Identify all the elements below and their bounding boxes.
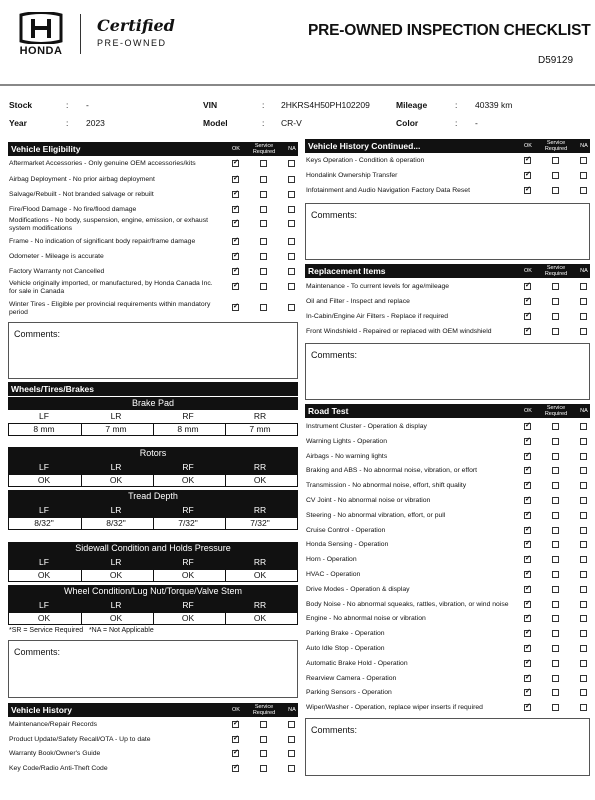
eligibility-item: Winter Tires - Eligible per provincial requirements within mandatory period [9,301,211,316]
road-test-title: Road Test [308,406,349,416]
na-checkbox[interactable] [288,191,295,198]
tread-depth-value-lf: 8/32" [34,518,54,528]
vehicle-history-title: Vehicle History [11,705,72,715]
brake-pad-pos-rr: RR [253,411,267,421]
ok-checkbox[interactable] [524,541,531,548]
sidewall-pos-lr: LR [110,557,122,567]
comments-label: Comments: [311,350,358,360]
sidewall-value-rf: OK [181,570,195,580]
col-sr-line1: Service [546,140,566,146]
road-test-item: Transmission - No abnormal noise, effort, shift quality [306,482,467,490]
road-test-item: Body Noise - No abnormal squeaks, rattles, vibration, or wind noise [306,600,509,608]
tread-depth-pos-lr: LR [110,505,122,515]
service-required-checkbox[interactable] [260,750,267,757]
ok-checkbox[interactable] [232,283,239,290]
eligibility-item: Odometer - Mileage is accurate [9,253,104,260]
col-na: NA [288,707,296,713]
service-required-checkbox[interactable] [552,660,559,667]
na-checkbox[interactable] [580,423,587,430]
road-test-item: Honda Sensing - Operation [306,541,389,549]
brake-pad-pos-rf: RF [182,411,194,421]
eligibility-item: Vehicle originally imported, or manufactured, by Honda Canada Inc. for sale in Canada [9,280,213,295]
col-sr-line1: Service [546,405,566,411]
ok-checkbox[interactable] [232,268,239,275]
na-checkbox[interactable] [288,268,295,275]
na-checkbox[interactable] [580,689,587,696]
road-test-item: Parking Sensors - Operation [306,689,392,697]
service-required-checkbox[interactable] [552,328,559,335]
col-service-required [250,704,278,716]
na-checkbox[interactable] [288,283,295,290]
road-test-item: Horn - Operation [306,556,357,564]
replacement-items-header [305,264,590,278]
tread-depth-pos-lf: LF [39,505,49,515]
service-required-checkbox[interactable] [260,206,267,213]
ok-checkbox[interactable] [524,645,531,652]
ok-checkbox[interactable] [524,689,531,696]
service-required-checkbox[interactable] [552,571,559,578]
ok-checkbox[interactable] [524,660,531,667]
service-required-checkbox[interactable] [552,645,559,652]
service-required-checkbox[interactable] [552,298,559,305]
comments-label: Comments: [14,647,61,657]
road-test-item: Braking and ABS - No abnormal noise, vibration, or effort [306,467,478,475]
ok-checkbox[interactable] [524,423,531,430]
vehicle-eligibility-header [8,142,298,156]
na-checkbox[interactable] [288,765,295,772]
col-sr-line2: Required [544,271,568,277]
ok-checkbox[interactable] [524,601,531,608]
sidewall-pos-lf: LF [39,557,49,567]
ok-checkbox[interactable] [524,512,531,519]
ok-checkbox[interactable] [524,328,531,335]
ok-checkbox[interactable] [232,176,239,183]
na-checkbox[interactable] [580,283,587,290]
road-test-item: Parking Brake - Operation [306,630,385,638]
eligibility-item: Frame - No indication of significant body repair/frame damage [9,238,196,245]
tread-depth-pos-rr: RR [253,505,267,515]
replacement-item: Front Windshield - Repaired or replaced with OEM windshield [306,328,492,335]
brake-pad-value-lr: 7 mm [105,424,127,434]
road-test-comments[interactable] [305,718,590,776]
col-na: NA [580,268,588,274]
service-required-checkbox[interactable] [260,304,267,311]
col-sr-line1: Service [254,143,274,149]
ok-checkbox[interactable] [524,586,531,593]
wheel-condition-value-rr: OK [253,613,267,623]
document-title: PRE-OWNED INSPECTION CHECKLIST [308,22,591,39]
service-required-checkbox[interactable] [552,482,559,489]
col-sr-line2: Required [252,149,276,155]
col-service-required [542,265,570,277]
history-cont-item: Keys Operation - Condition & operation [306,157,425,164]
road-test-item: Drive Modes - Operation & display [306,585,410,593]
header-divider [0,84,595,86]
wheel-condition-value-rf: OK [181,613,195,623]
na-checkbox[interactable] [580,645,587,652]
road-test-item: Steering - No abnormal vibration, effort, or pull [306,511,446,519]
ok-checkbox[interactable] [524,704,531,711]
rotors-value-rr: OK [253,475,267,485]
honda-h-icon [17,12,65,44]
brake-pad-value-rf: 8 mm [177,424,199,434]
ok-checkbox[interactable] [524,675,531,682]
wheel-condition-pos-rf: RF [182,600,194,610]
comments-label: Comments: [311,210,358,220]
replacement-item: In-Cabin/Engine Air Filters - Replace if required [306,313,449,320]
history-item: Product Update/Safety Recall/OTA - Up to date [9,736,151,743]
ok-checkbox[interactable] [232,721,239,728]
vehicle-color: - [475,118,478,128]
na-checkbox[interactable] [288,206,295,213]
eligibility-item: Modifications - No body, suspension, engine, emission, or exhaust system modifications [9,217,208,232]
eligibility-item: Salvage/Rebuilt - Not branded salvage or rebuilt [9,191,154,198]
document-id: D59129 [538,55,574,66]
na-checkbox[interactable] [580,313,587,320]
service-required-checkbox[interactable] [260,220,267,227]
ok-checkbox[interactable] [232,191,239,198]
history-comments[interactable] [305,203,590,260]
na-checkbox[interactable] [580,601,587,608]
vehicle-vin-label: VIN [203,100,218,110]
service-required-checkbox[interactable] [552,586,559,593]
service-required-checkbox[interactable] [552,512,559,519]
rotors-pos-rr: RR [253,462,267,472]
na-checkbox[interactable] [580,187,587,194]
road-test-item: Wiper/Washer - Operation, replace wiper inserts if required [306,704,483,712]
col-ok: OK [524,143,532,149]
vehicle-year: 2023 [86,118,105,128]
na-checkbox[interactable] [580,482,587,489]
ok-checkbox[interactable] [232,238,239,245]
service-required-checkbox[interactable] [552,423,559,430]
vehicle-stock-label: Stock [9,100,33,110]
rotors-value-lf: OK [37,475,51,485]
road-test-item: Auto Idle Stop - Operation [306,645,385,652]
na-checkbox[interactable] [580,675,587,682]
service-required-checkbox[interactable] [552,527,559,534]
sidewall-value-rr: OK [253,570,267,580]
col-na: NA [288,146,296,152]
vehicle-stock: - [86,100,89,110]
comments-label: Comments: [311,725,358,735]
replacement-comments[interactable] [305,343,590,400]
eligibility-comments[interactable] [8,322,298,379]
rotors-pos-rf: RF [182,462,194,472]
col-sr-line1: Service [254,704,274,710]
history-cont-item: Hondalink Ownership Transfer [306,172,398,179]
brake-pad-pos-lf: LF [39,411,49,421]
service-required-checkbox[interactable] [552,157,559,164]
na-checkbox[interactable] [288,238,295,245]
wheel-condition-pos-rr: RR [253,600,267,610]
na-checkbox[interactable] [288,750,295,757]
na-checkbox[interactable] [580,512,587,519]
service-required-checkbox[interactable] [260,268,267,275]
service-required-checkbox[interactable] [260,191,267,198]
ok-checkbox[interactable] [524,482,531,489]
service-required-checkbox[interactable] [260,176,267,183]
na-checkbox[interactable] [580,556,587,563]
certified-sub-label: PRE-OWNED [97,38,167,48]
na-checkbox[interactable] [288,736,295,743]
eligibility-item: Airbag Deployment - No prior airbag deployment [9,176,155,183]
rotors-value-rf: OK [181,475,195,485]
col-ok: OK [232,146,240,152]
na-checkbox[interactable] [580,615,587,622]
wheel-condition-title: Wheel Condition/Lug Nut/Torque/Valve Stem [8,585,298,598]
col-sr-line1: Service [546,265,566,271]
service-required-checkbox[interactable] [552,313,559,320]
brake-pad-title: Brake Pad [8,397,298,410]
comments-label: Comments: [14,329,61,339]
ok-checkbox[interactable] [524,630,531,637]
brake-pad-pos-lr: LR [110,411,122,421]
na-checkbox[interactable] [288,304,295,311]
service-required-checkbox[interactable] [552,438,559,445]
col-ok: OK [524,408,532,414]
vehicle-eligibility-title: Vehicle Eligibility [11,144,81,154]
ok-checkbox[interactable] [524,556,531,563]
history-cont-item: Infotainment and Audio Navigation Factory Data Reset [306,187,470,194]
ok-checkbox[interactable] [524,527,531,534]
ok-checkbox[interactable] [232,206,239,213]
na-checkbox[interactable] [580,660,587,667]
na-checkbox[interactable] [580,298,587,305]
road-test-item: Warning Lights - Operation [306,437,387,445]
service-required-checkbox[interactable] [260,253,267,260]
road-test-item: Engine - No abnormal noise or vibration [306,615,426,623]
na-checkbox[interactable] [580,467,587,474]
vehicle-history-header [8,703,298,717]
ok-checkbox[interactable] [232,304,239,311]
service-required-checkbox[interactable] [552,630,559,637]
wtb-comments[interactable] [8,640,298,698]
sidewall-value-lr: OK [109,570,123,580]
honda-logo [10,12,72,56]
vehicle-model: CR-V [281,118,302,128]
eligibility-item: Aftermarket Accessories - Only genuine OEM accessories/kits [9,160,196,167]
replacement-item: Maintenance - To current levels for age/mileage [306,283,450,290]
service-required-checkbox[interactable] [552,187,559,194]
col-sr-line2: Required [544,146,568,152]
service-required-checkbox[interactable] [552,283,559,290]
brake-pad-value-lf: 8 mm [33,424,55,434]
sidewall-pos-rr: RR [253,557,267,567]
vehicle-history-cont-header [305,139,590,153]
road-test-item: Automatic Brake Hold - Operation [306,659,408,667]
honda-wordmark: HONDA [19,45,63,57]
na-checkbox[interactable] [580,453,587,460]
na-checkbox[interactable] [580,571,587,578]
na-checkbox[interactable] [580,157,587,164]
ok-checkbox[interactable] [524,438,531,445]
vehicle-sep: : [66,100,69,110]
tread-depth-value-rf: 7/32" [178,518,198,528]
service-required-checkbox[interactable] [260,283,267,290]
vehicle-mileage-label: Mileage [396,100,428,110]
ok-checkbox[interactable] [524,172,531,179]
vehicle-mileage: 40339 km [475,100,513,110]
na-checkbox[interactable] [580,541,587,548]
vehicle-year-label: Year [9,118,27,128]
ok-checkbox[interactable] [524,157,531,164]
vehicle-sep: : [455,118,458,128]
col-sr-line2: Required [544,411,568,417]
road-test-item: CV Joint - No abnormal noise or vibration [306,497,431,504]
wheel-condition-value-lr: OK [109,613,123,623]
logo-divider [80,14,81,54]
sr-na-footnote: *SR = Service Required *NA = Not Applicable [9,627,154,634]
ok-checkbox[interactable] [232,160,239,167]
service-required-checkbox[interactable] [260,765,267,772]
vehicle-sep: : [262,118,265,128]
sidewall-pos-rf: RF [182,557,194,567]
history-item: Warranty Book/Owner's Guide [9,750,101,757]
ok-checkbox[interactable] [524,298,531,305]
rotors-title: Rotors [8,447,298,460]
history-item: Maintenance/Repair Records [9,721,98,728]
ok-checkbox[interactable] [524,497,531,504]
ok-checkbox[interactable] [232,736,239,743]
road-test-item: Cruise Control - Operation [306,526,386,534]
vehicle-color-label: Color [396,118,419,128]
ok-checkbox[interactable] [232,750,239,757]
na-checkbox[interactable] [580,497,587,504]
road-test-item: HVAC - Operation [306,571,361,578]
vehicle-sep: : [262,100,265,110]
wheels-tires-brakes-header [8,382,298,396]
vehicle-model-label: Model [203,118,228,128]
tread-depth-title: Tread Depth [8,490,298,503]
rotors-value-lr: OK [109,475,123,485]
col-na: NA [580,143,588,149]
col-service-required [542,140,570,152]
col-sr-line2: Required [252,710,276,716]
na-checkbox[interactable] [288,220,295,227]
service-required-checkbox[interactable] [552,675,559,682]
tread-depth-pos-rf: RF [182,505,194,515]
na-checkbox[interactable] [288,176,295,183]
sidewall-value-lf: OK [37,570,51,580]
service-required-checkbox[interactable] [260,238,267,245]
service-required-checkbox[interactable] [552,467,559,474]
ok-checkbox[interactable] [524,615,531,622]
service-required-checkbox[interactable] [552,453,559,460]
col-ok: OK [232,707,240,713]
wheel-condition-pos-lr: LR [110,600,122,610]
brake-pad-value-rr: 7 mm [249,424,271,434]
ok-checkbox[interactable] [232,220,239,227]
road-test-item: Instrument Cluster - Operation & display [306,423,427,430]
wheel-condition-value-lf: OK [37,613,51,623]
ok-checkbox[interactable] [232,765,239,772]
na-checkbox[interactable] [580,438,587,445]
road-test-header [305,404,590,418]
service-required-checkbox[interactable] [552,541,559,548]
service-required-checkbox[interactable] [260,160,267,167]
ok-checkbox[interactable] [524,283,531,290]
col-service-required [542,405,570,417]
service-required-checkbox[interactable] [552,689,559,696]
ok-checkbox[interactable] [232,253,239,260]
service-required-checkbox[interactable] [552,615,559,622]
col-service-required [250,143,278,155]
na-checkbox[interactable] [580,704,587,711]
ok-checkbox[interactable] [524,453,531,460]
sidewall-title: Sidewall Condition and Holds Pressure [8,542,298,555]
ok-checkbox[interactable] [524,571,531,578]
vehicle-sep: : [455,100,458,110]
rotors-pos-lf: LF [39,462,49,472]
col-ok: OK [524,268,532,274]
service-required-checkbox[interactable] [552,497,559,504]
service-required-checkbox[interactable] [260,721,267,728]
na-checkbox[interactable] [288,160,295,167]
service-required-checkbox[interactable] [552,556,559,563]
replacement-items-title: Replacement Items [308,266,386,276]
vehicle-sep: : [66,118,69,128]
vehicle-history-cont-title: Vehicle History Continued... [308,141,421,151]
certified-label: Certified [97,16,175,35]
tread-depth-value-rr: 7/32" [250,518,270,528]
eligibility-item: Fire/Flood Damage - No fire/flood damage [9,206,137,213]
service-required-checkbox[interactable] [260,736,267,743]
na-checkbox[interactable] [580,328,587,335]
wheel-condition-pos-lf: LF [39,600,49,610]
history-item: Key Code/Radio Anti-Theft Code [9,765,108,772]
na-checkbox[interactable] [580,630,587,637]
rotors-pos-lr: LR [110,462,122,472]
ok-checkbox[interactable] [524,467,531,474]
replacement-item: Oil and Filter - Inspect and replace [306,298,410,305]
ok-checkbox[interactable] [524,187,531,194]
tread-depth-value-lr: 8/32" [106,518,126,528]
na-checkbox[interactable] [580,172,587,179]
road-test-item: Rearview Camera - Operation [306,674,397,682]
col-na: NA [580,408,588,414]
na-checkbox[interactable] [288,721,295,728]
na-checkbox[interactable] [288,253,295,260]
service-required-checkbox[interactable] [552,601,559,608]
service-required-checkbox[interactable] [552,704,559,711]
vehicle-vin: 2HKRS4H50PH102209 [281,100,370,110]
ok-checkbox[interactable] [524,313,531,320]
wheels-tires-brakes-title: Wheels/Tires/Brakes [11,384,94,394]
na-checkbox[interactable] [580,586,587,593]
road-test-item: Airbags - No warning lights [306,452,388,460]
na-checkbox[interactable] [580,527,587,534]
eligibility-item: Factory Warranty not Cancelled [9,268,105,275]
service-required-checkbox[interactable] [552,172,559,179]
